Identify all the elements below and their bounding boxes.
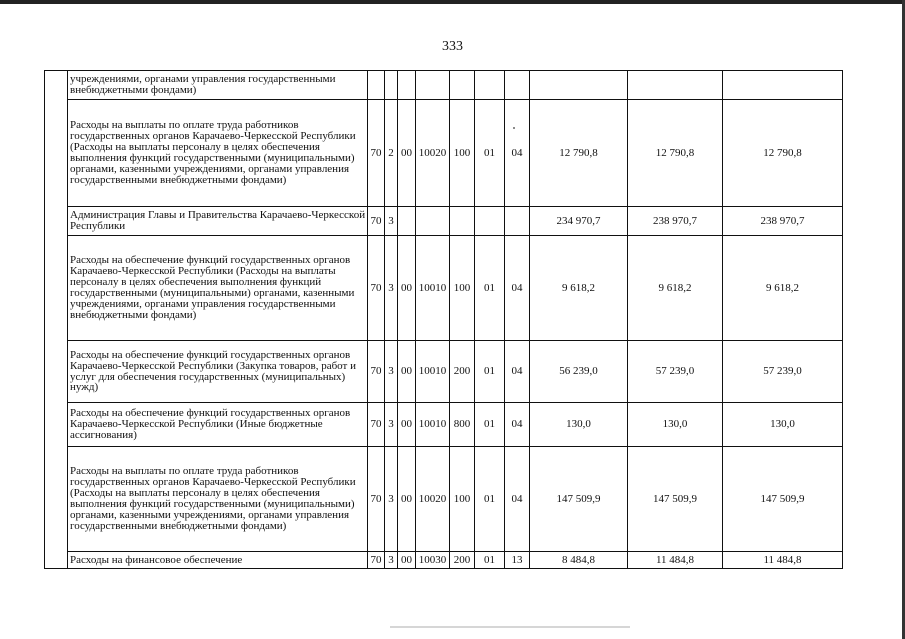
row-margin-cell	[45, 207, 68, 236]
row-code-c5: 100	[450, 447, 475, 552]
row-amount-v3: 238 970,7	[723, 207, 843, 236]
row-code-c7	[505, 207, 530, 236]
row-name: Расходы на обеспечение функций государственных органов Карачаево-Черкесской Республики (Иные бюджетные ассигнования)	[68, 403, 368, 447]
scan-speck	[513, 127, 515, 129]
row-code-c6	[475, 207, 505, 236]
row-amount-v1: 56 239,0	[530, 341, 628, 403]
row-code-c4: 10030	[416, 552, 450, 569]
row-name: Расходы на выплаты по оплате труда работников государственных органов Карачаево-Черкесской Республики (Расходы на выплаты персоналу в целях обеспечения выполнения функций государственными (муниципальными) органами, казенными учреждениями, органами управления государственными внебюджетными фондами)	[68, 100, 368, 207]
row-code-c2: 3	[385, 447, 398, 552]
row-code-c4: 10020	[416, 100, 450, 207]
row-code-c3: 00	[398, 100, 416, 207]
row-code-c6: 01	[475, 447, 505, 552]
table-row	[45, 236, 843, 341]
row-amount-v1	[530, 71, 628, 100]
table-row	[45, 341, 843, 403]
row-name: Расходы на обеспечение функций государственных органов Карачаево-Черкесской Республики (Расходы на выплаты персоналу в целях обеспечения выполнения функций государственными (муниципальными) органами, казенными учреждениями, органами управления государственными внебюджетными фондами)	[68, 236, 368, 341]
row-code-c6: 01	[475, 552, 505, 569]
row-code-c4: 10020	[416, 447, 450, 552]
row-code-c7: 04	[505, 236, 530, 341]
row-amount-v3	[723, 71, 843, 100]
row-code-c7: 13	[505, 552, 530, 569]
row-margin-cell	[45, 403, 68, 447]
table-row	[45, 447, 843, 552]
row-name: Расходы на обеспечение функций государственных органов Карачаево-Черкесской Республики (Закупка товаров, работ и услуг для обеспечения государственных (муниципальных) нужд)	[68, 341, 368, 403]
row-code-c6: 01	[475, 341, 505, 403]
row-name: учреждениями, органами управления государственными внебюджетными фондами)	[68, 71, 368, 100]
row-code-c2: 2	[385, 100, 398, 207]
table-row	[45, 100, 843, 207]
row-code-c7: 04	[505, 341, 530, 403]
row-amount-v3: 9 618,2	[723, 236, 843, 341]
row-amount-v2: 57 239,0	[628, 341, 723, 403]
row-margin-cell	[45, 71, 68, 100]
table-row	[45, 552, 843, 569]
row-margin-cell	[45, 100, 68, 207]
row-code-c5	[450, 71, 475, 100]
row-margin-cell	[45, 552, 68, 569]
table-row	[45, 207, 843, 236]
row-code-c4	[416, 71, 450, 100]
row-code-c2: 3	[385, 236, 398, 341]
row-amount-v1: 9 618,2	[530, 236, 628, 341]
row-code-c1: 70	[368, 552, 385, 569]
row-code-c6: 01	[475, 100, 505, 207]
row-code-c1: 70	[368, 403, 385, 447]
row-code-c3: 00	[398, 552, 416, 569]
row-code-c6: 01	[475, 403, 505, 447]
row-amount-v3: 147 509,9	[723, 447, 843, 552]
scan-shadow	[390, 626, 630, 628]
row-code-c7: 04	[505, 403, 530, 447]
row-code-c7: 04	[505, 447, 530, 552]
row-amount-v2: 238 970,7	[628, 207, 723, 236]
row-code-c5: 100	[450, 100, 475, 207]
row-name: Расходы на финансовое обеспечение	[68, 552, 368, 569]
row-code-c3: 00	[398, 236, 416, 341]
row-amount-v3: 12 790,8	[723, 100, 843, 207]
row-margin-cell	[45, 447, 68, 552]
row-name: Администрация Главы и Правительства Карачаево-Черкесской Республики	[68, 207, 368, 236]
row-code-c2	[385, 71, 398, 100]
row-amount-v2	[628, 71, 723, 100]
row-amount-v3: 11 484,8	[723, 552, 843, 569]
row-amount-v1: 8 484,8	[530, 552, 628, 569]
row-code-c2: 3	[385, 552, 398, 569]
row-amount-v2: 11 484,8	[628, 552, 723, 569]
row-amount-v1: 234 970,7	[530, 207, 628, 236]
row-code-c3: 00	[398, 403, 416, 447]
row-code-c2: 3	[385, 207, 398, 236]
table-row	[45, 403, 843, 447]
row-margin-cell	[45, 236, 68, 341]
row-code-c1: 70	[368, 447, 385, 552]
row-code-c7: 04	[505, 100, 530, 207]
row-code-c3: 00	[398, 341, 416, 403]
row-code-c3	[398, 71, 416, 100]
page-number: 333	[442, 39, 463, 54]
row-code-c4: 10010	[416, 403, 450, 447]
row-amount-v2: 147 509,9	[628, 447, 723, 552]
row-code-c1: 70	[368, 100, 385, 207]
row-code-c1	[368, 71, 385, 100]
row-amount-v1: 12 790,8	[530, 100, 628, 207]
row-code-c5: 100	[450, 236, 475, 341]
page-top-edge	[0, 0, 905, 4]
row-code-c4: 10010	[416, 341, 450, 403]
row-code-c6	[475, 71, 505, 100]
row-code-c5: 800	[450, 403, 475, 447]
row-amount-v2: 9 618,2	[628, 236, 723, 341]
row-code-c7	[505, 71, 530, 100]
row-code-c2: 3	[385, 403, 398, 447]
row-margin-cell	[45, 341, 68, 403]
row-code-c4	[416, 207, 450, 236]
row-amount-v1: 130,0	[530, 403, 628, 447]
row-code-c5: 200	[450, 552, 475, 569]
row-amount-v3: 57 239,0	[723, 341, 843, 403]
row-code-c5: 200	[450, 341, 475, 403]
row-code-c1: 70	[368, 207, 385, 236]
row-amount-v3: 130,0	[723, 403, 843, 447]
table-row	[45, 71, 843, 100]
row-amount-v2: 12 790,8	[628, 100, 723, 207]
row-code-c3: 00	[398, 447, 416, 552]
row-code-c3	[398, 207, 416, 236]
row-name: Расходы на выплаты по оплате труда работников государственных органов Карачаево-Черкесской Республики (Расходы на выплаты персоналу в целях обеспечения выполнения функций государственными (муниципальными) органами, казенными учреждениями, органами управления государственными внебюджетными фондами)	[68, 447, 368, 552]
row-code-c1: 70	[368, 341, 385, 403]
row-code-c6: 01	[475, 236, 505, 341]
row-code-c1: 70	[368, 236, 385, 341]
row-amount-v1: 147 509,9	[530, 447, 628, 552]
row-amount-v2: 130,0	[628, 403, 723, 447]
budget-table	[44, 70, 843, 569]
row-code-c4: 10010	[416, 236, 450, 341]
row-code-c5	[450, 207, 475, 236]
row-code-c2: 3	[385, 341, 398, 403]
